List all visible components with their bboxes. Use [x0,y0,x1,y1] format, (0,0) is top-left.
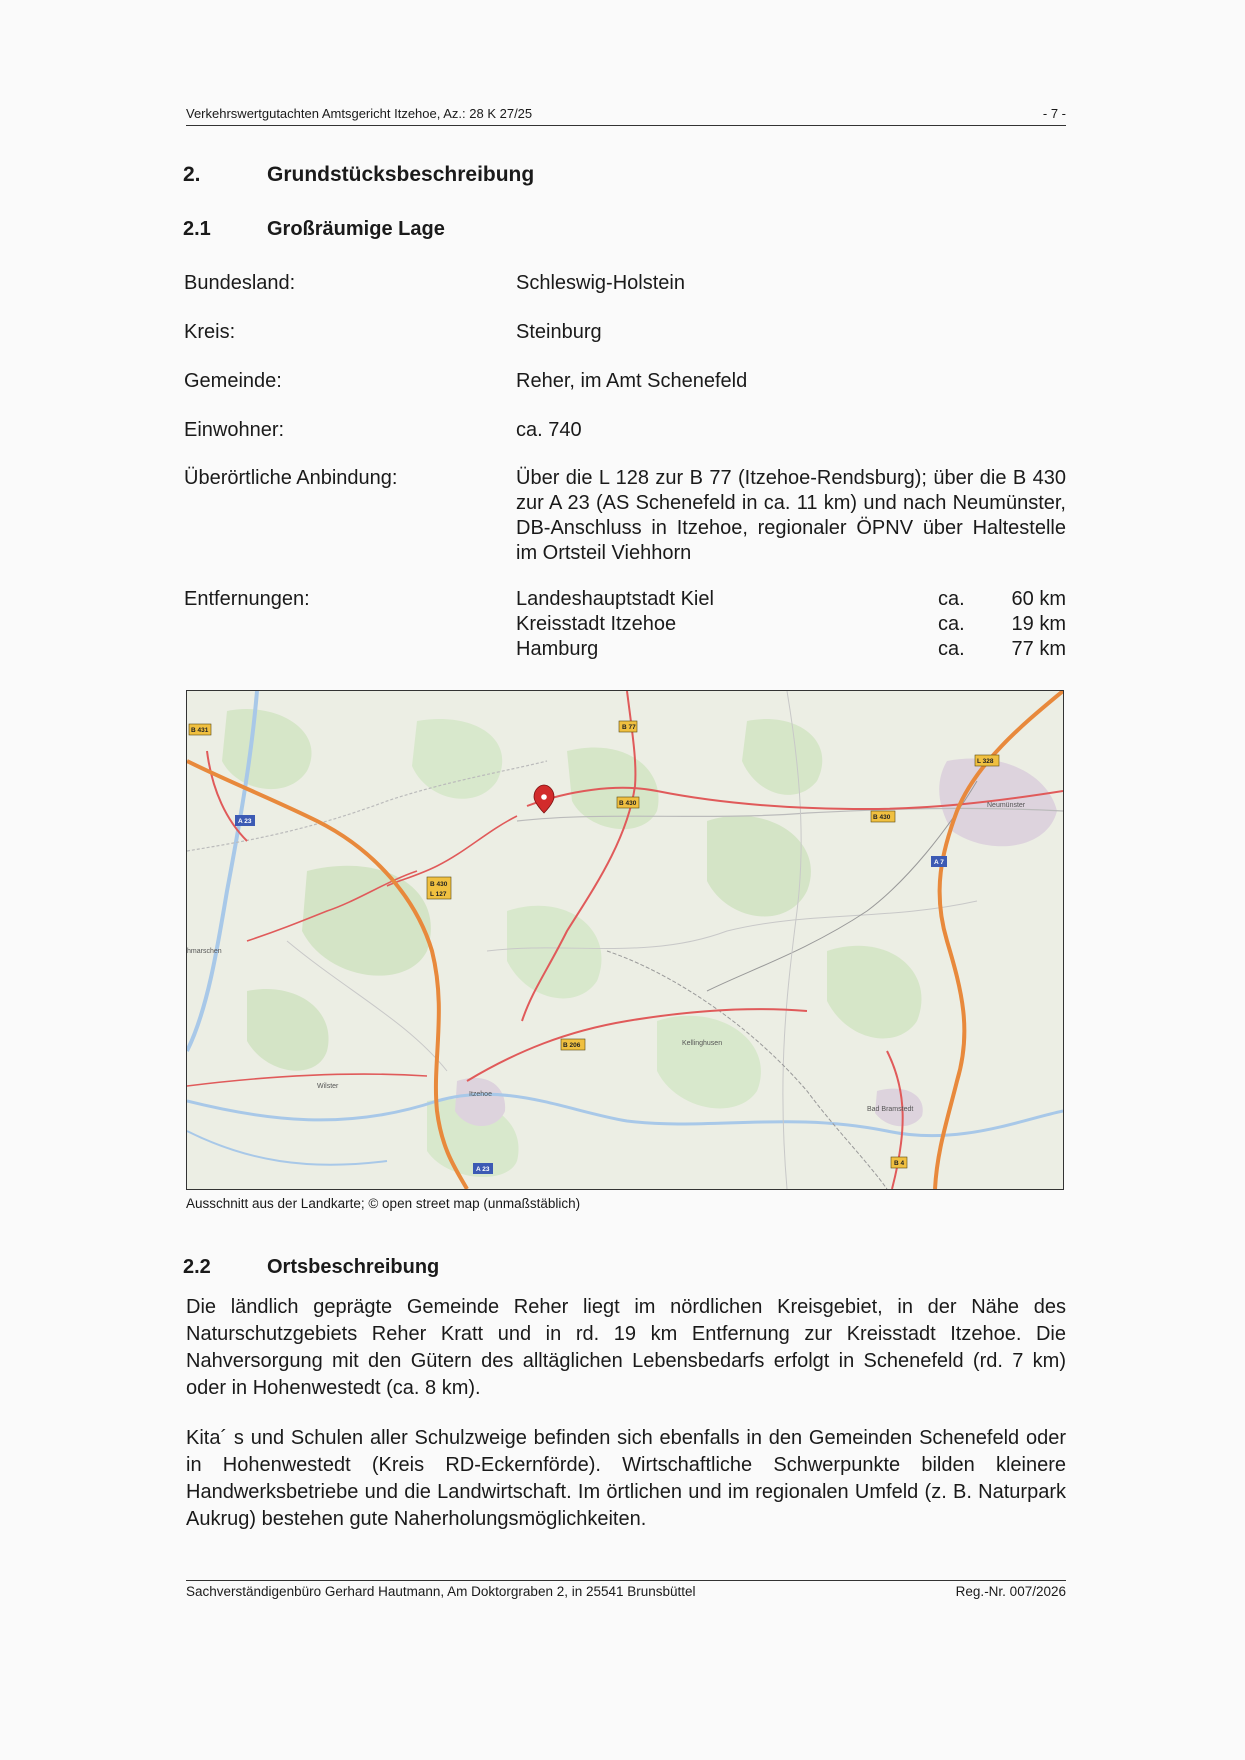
distance-place: Landeshauptstadt Kiel [516,588,714,610]
svg-text:L 328: L 328 [977,758,994,765]
section-title: Grundstücksbeschreibung [267,163,535,186]
map-caption: Ausschnitt aus der Landkarte; © open street map (unmaßstäblich) [186,1196,581,1211]
row-value: Über die L 128 zur B 77 (Itzehoe-Rendsburg); über die B 430 zur A 23 (AS Schenefeld in ca. 11 km) und nach Neumünster, DB-Anschluss in Itzehoe, regionaler ÖPNV über Haltestelle im Ortsteil Viehhorn [516,467,1066,564]
svg-text:Wilster: Wilster [317,1083,339,1090]
paragraph: Die ländlich geprägte Gemeinde Reher liegt im nördlichen Kreisgebiet, in der Nähe des Naturschutzgebiets Reher Kratt und in rd. 19 km Entfernung zur Kreisstadt Itzehoe. Die Nahversorgung mit den Gütern des alltäglichen Lebensbedarfs erfolgt in Schenefeld (rd. 7 km) oder in Hohenwestedt (ca. 8 km). [186,1296,1066,1399]
section-title: Ortsbeschreibung [267,1256,440,1278]
row-value: ca. 740 [516,419,582,441]
distance-row [516,587,1066,612]
svg-text:A 23: A 23 [238,818,252,825]
svg-text:Itzehoe: Itzehoe [469,1091,492,1098]
svg-text:B 4: B 4 [894,1160,905,1167]
svg-text:Bad Bramstedt: Bad Bramstedt [867,1106,914,1113]
distance-ca: ca. [938,613,965,635]
row-label: Entfernungen: [184,588,310,610]
row-label: Kreis: [184,321,236,343]
svg-text:Kellinghusen: Kellinghusen [682,1040,723,1047]
svg-text:hmarschen: hmarschen [187,948,222,955]
svg-text:B 431: B 431 [191,727,209,734]
row-value: Schleswig-Holstein [516,272,685,294]
section-number: 2. [183,163,201,186]
distance-ca: ca. [938,588,965,610]
row-label: Überörtliche Anbindung: [184,467,398,489]
svg-text:B 430: B 430 [430,881,448,888]
paragraph: Kita´ s und Schulen aller Schulzweige befinden sich ebenfalls in den Gemeinden Schenefeld oder in Hohenwestedt (Kreis RD-Eckernförde). Wirtschaftliche Schwerpunkte bilden kleinere Handwerksbetriebe und die Landwirtschaft. Im örtlichen und im regionalen Umfeld (z. B. Naturpark Aukrug) bestehen gute Naherholungsmöglichkeiten. [186,1427,1066,1530]
svg-text:B 206: B 206 [563,1042,581,1049]
header-rule [186,125,1066,126]
header-title: Verkehrswertgutachten Amtsgericht Itzehoe, Az.: 28 K 27/25 [186,106,533,121]
section-number: 2.1 [183,218,211,240]
row-label: Bundesland: [184,272,296,294]
row-label: Gemeinde: [184,370,282,392]
distance-km: 19 km [1011,613,1066,635]
footer-reg-number: Reg.-Nr. 007/2026 [955,1584,1066,1599]
row-label: Einwohner: [184,419,285,441]
svg-text:B 430: B 430 [873,814,891,821]
svg-text:A 23: A 23 [476,1166,490,1173]
svg-text:A 7: A 7 [934,859,944,866]
section-number: 2.2 [183,1256,211,1278]
distance-row [516,612,1066,637]
svg-text:L 127: L 127 [430,891,447,898]
svg-text:B 430: B 430 [619,800,637,807]
row-value: Steinburg [516,321,602,343]
footer-office: Sachverständigenbüro Gerhard Hautmann, Am Doktorgraben 2, in 25541 Brunsbüttel [186,1584,696,1599]
section-title: Großräumige Lage [267,218,445,240]
distance-km: 60 km [1011,588,1066,610]
footer-rule [186,1580,1066,1581]
row-value: Reher, im Amt Schenefeld [516,370,748,392]
page-number: - 7 - [1042,106,1066,121]
svg-text:B 77: B 77 [622,724,636,731]
distance-km: 77 km [1011,638,1066,660]
location-map [186,690,1064,1190]
distance-place: Hamburg [516,638,599,660]
distance-place: Kreisstadt Itzehoe [516,613,677,635]
svg-text:Neumünster: Neumünster [987,802,1026,809]
map-graphic [187,691,1063,1189]
distance-list [516,587,1066,662]
distance-ca: ca. [938,638,965,660]
distance-row [516,637,1066,662]
